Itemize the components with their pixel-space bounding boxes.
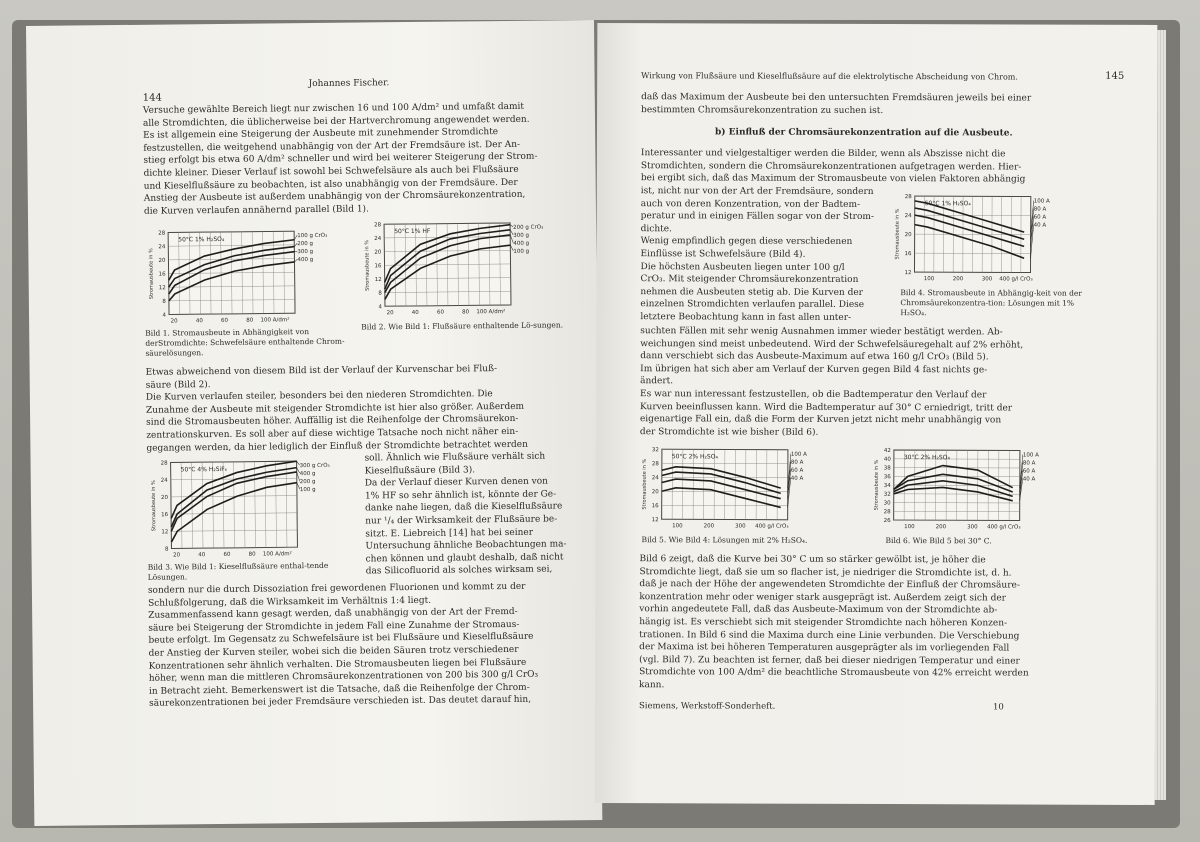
figure-caption: Bild 5. Wie Bild 4: Lösungen mit 2% H₂SO₄. [641,535,808,545]
y-tick-label: 36 [883,474,891,481]
x-tick-label: 400 g/l CrO₃ [755,523,789,530]
text-line: Bild 1. Stromausbeute in Abhängigkeit von der [145,327,310,348]
text-line: Stromdichte: Schwefelsäure enthaltende Chrom- [158,336,345,348]
legend-label: 400 g [297,257,314,264]
text-line: bestimmten Chromsäurekonzentration zu suchen ist. [641,104,884,116]
figure-caption [900,288,1090,319]
chart-title: 50°C 1% HF [394,227,431,236]
y-tick-label: 20 [160,494,168,502]
text-line: beute erfolgt. Im Gegensatz zu Schwefelsäure ist bei Flußsäure und Kieselflußsäure [148,632,534,647]
chart-bild6 [872,442,1082,537]
text-line: ändert. [640,376,674,387]
x-tick-label: 80 [248,551,256,558]
x-tick-label: 300 [967,524,978,531]
y-axis-label: Stromausbeute in % [364,240,371,291]
text-line: Zunahme der Ausbeute mit steigender Stromdichte ist hier also größer. Außerdem [145,401,525,416]
x-tick-label: 40 [198,552,206,559]
text-line: Es war nun interessant festzustellen, ob die Badtemperatur den Verlauf der [640,389,987,401]
x-tick-label: 400 g/l CrO₃ [987,524,1021,531]
text-line: zentrationskurven. Es soll aber auf diese wichtige Tatsache noch nicht näher ein- [146,426,519,441]
y-axis-label: Stromausbeute in % [641,458,648,510]
legend-label: 60 A [790,467,804,474]
y-tick-label: 28 [904,194,912,201]
legend-label: 300 g [297,249,314,256]
text-line: (vgl. Bild 7). Zu beachten ist ferner, daß bei dieser niedrigen Temperatur und einer [639,654,1020,667]
legend-label: 40 A [1033,222,1047,229]
text-line: alle Stromdichten, die üblicherweise bei der Hartverchromung angewendet werden. [142,114,530,129]
text-line: Versuche gewählte Bereich liegt nur zwischen 16 und 100 A/dm² und umfaßt damit [142,101,525,116]
figure-bild4 [892,188,1092,293]
x-tick-label: 60 [436,309,444,316]
text-line: weichungen sind meist unbedeutend. Wird der Schwefelsäuregehalt auf 2% erhöht, [640,338,1024,351]
y-axis-label: Stromausbeute in % [894,208,901,260]
legend-label: 80 A [1033,206,1047,213]
y-tick-label: 12 [904,270,912,277]
y-tick-label: 4 [378,304,382,311]
x-tick-label: 200 [935,524,947,531]
legend-label: 80 A [790,459,804,466]
figure-caption [145,326,365,358]
text-line: trationen. In Bild 6 sind die Maxima durch eine Linie verbunden. Die Verschiebung [639,629,1020,642]
text-line: Kurven beeinflussen kann. Wird die Badtemperatur auf 30° C erniedrigt, tritt der [640,401,1013,414]
y-tick-label: 28 [160,460,168,467]
text-line: sondern nur die durch Dissoziation frei gewordenen Fluorionen und kommt zu der [147,581,526,596]
text-line: letztere Beobachtung kann in fast allen unter- [640,312,852,323]
text-line: Stromdichte von 100 A/dm² die beachtliche Stromausbeute von 42% erreicht werden [639,667,1029,679]
running-head: Wirkung von Flußsäure und Kieselflußsäure auf die elektrolytische Abscheidung von Chrom. [641,71,1018,82]
y-tick-label: 24 [374,235,382,243]
paragraph [148,580,589,711]
y-tick-label: 16 [374,263,382,270]
y-tick-label: 8 [378,290,382,297]
x-tick-label: 100 [904,524,915,531]
text-line: chen können und glaubt deshalb, daß nicht [365,552,564,565]
text-line: Im übrigen hat sich aber am Verlauf der Kurven gegen Bild 4 fast nichts ge- [640,363,988,376]
x-tick-label: 400 g/l CrO₃ [999,276,1033,283]
text-line: Kieselflußsäure (Bild 3). [364,464,476,477]
x-tick-label: 80 [462,309,470,316]
y-tick-label: 34 [883,483,891,490]
legend-label: 100 A [1022,452,1039,459]
y-tick-label: 24 [158,244,166,251]
x-tick-label: 200 [703,523,715,530]
x-tick-label: 60 [221,317,229,324]
chart-bild1 [146,223,357,331]
chart-title: 50°C 1% H₂SO₄ [924,200,971,208]
y-tick-label: 28 [651,461,659,468]
y-tick-label: 20 [374,249,382,256]
text-line: nur ¹/₄ der Wirksamkeit der Flußsäure be- [365,514,558,527]
chart-title: 50°C 2% H₂SO₄ [671,453,718,461]
legend-label: 100 g CrO₃ [297,232,328,240]
y-axis-label: Stromausbeute in % [873,459,880,511]
text-line: Wenig empfindlich gegen diese verschiedenen [640,236,853,248]
text-line: soll. Ähnlich wie Flußsäure verhält sich [364,451,546,464]
y-tick-label: 20 [904,232,912,239]
text-line: Es ist allgemein eine Steigerung der Ausbeute mit zunehmender Stromdichte [143,127,499,141]
y-tick-label: 42 [883,448,891,455]
text-line: das Silicofluorid als solches wirksam sei, [365,564,553,577]
chart-bild3 [148,453,359,565]
left-page [26,20,602,826]
text-line: daß je nach der Höhe der angewendeten Stromdichte der Einfluß der Chromsäure- [639,579,1020,591]
x-tick-label: 100 A/dm² [262,551,292,558]
text-line: Konzentrationen sehr ähnlich verhalten. Die Stromausbeuten liegen bei Flußsäure [148,657,527,672]
text-line: nehmen die Ausbeuten stetig ab. Die Kurven der [640,286,864,298]
text-line: Interessanter und vielgestaltiger werden die Bilder, wenn als Abszisse nicht die [640,148,1006,160]
paragraph [641,147,1101,186]
text-line: auch von deren Konzentration, von der Badtem- [640,198,861,210]
text-line: konzentration mehr oder weniger stark ausgeprägt ist. Außerdem zeigt sich der [639,591,1006,604]
text-line: eigenartige Fall ein, daß die Form der Kurven jetzt nicht mehr unabhängig von [639,414,1002,426]
text-line: Etwas abweichend von diesem Bild ist der Verlauf der Kurvenschar bei Fluß- [145,364,498,378]
paragraph [146,362,587,455]
legend-label: 300 g CrO₃ [299,462,330,470]
legend-label: 100 g [513,248,530,255]
y-tick-label: 12 [161,529,169,536]
text-line: Stromdichten, sondern die Chromsäurekonzentrationen aufgetragen werden. Hier- [640,160,1022,173]
x-tick-label: 100 [923,276,935,283]
y-tick-label: 8 [162,298,166,305]
paragraph [364,450,587,578]
y-tick-label: 26 [883,518,891,525]
y-tick-label: 8 [164,546,169,553]
figure-bild3 [148,453,359,569]
x-tick-label: 40 [411,309,419,316]
y-axis-label: Stromausbeute in % [150,480,158,532]
legend-label: 200 g CrO₃ [513,224,544,231]
text-line: daß das Maximum der Ausbeute bei den untersuchten Fremdsäuren jeweils bei einer [641,92,1032,104]
text-line: Stromdichte liegt, daß sie um so flacher ist, je niedriger die Stromdichte ist, d. h. [639,566,1012,579]
text-line: Schlußfolgerung, daß die Wirksamkeit im Verhältnis 1:4 liegt. [148,595,432,609]
text-line: in Betracht zieht. Bemerkenswert ist die Tatsache, daß die Reihenfolge der Chrom- [148,682,530,697]
text-line: sind die Stromausbeuten höher. Auffällig ist die Reihenfolge der Chromsäurekon- [146,414,519,429]
section-title: b) Einfluß der Chromsäurekonzentration auf die Ausbeute. [714,127,1013,139]
text-line: stieg erfolgt bis etwa 60 A/dm² schneller und wird bei weiterer Steigerung der Strom- [143,152,538,167]
x-tick-label: 100 [672,523,683,530]
y-tick-label: 38 [883,465,891,472]
x-tick-label: 20 [386,310,394,317]
paragraph [143,100,584,218]
y-tick-label: 28 [883,509,891,516]
text-line: vorhin angedeutete Fall, daß das Ausbeute-Maximum von der Stromdichte ab- [639,604,998,616]
legend-label: 40 A [1022,476,1036,483]
chart-bild4 [892,188,1092,289]
text-line: säure bei Steigerung der Stromdichte in jedem Fall eine Zunahme der Stromaus- [148,619,520,634]
text-line: dichte kleiner. Dieser Verlauf ist sowohl bei Schwefelsäure als auch bei Flußsäure [143,164,519,179]
legend-label: 400 g [299,470,316,478]
figure-caption [361,320,581,332]
text-line: keit von der Chromsäurekonzentra- [900,288,1082,308]
text-line: tende Lösungen. [147,560,329,582]
legend-label: 100 g [299,486,316,494]
text-line: Untersuchung ähnliche Beobachtungen ma- [365,539,567,552]
legend-label: 100 A [790,451,807,458]
y-tick-label: 20 [651,489,659,496]
text-line: hängig ist. Es verschiebt sich mit steigender Stromdichte nach höheren Konzen- [639,617,1008,629]
y-tick-label: 32 [651,447,659,454]
text-line: der Maxima ist bei höheren Temperaturen ausgeprägter als im vorliegenden Fall [639,642,1010,654]
text-line: sungen. [533,320,564,330]
chart-title: 30°C 2% H₂SO₄ [903,454,950,462]
legend-label: 300 g [513,232,530,239]
text-line: Bild 4. Stromausbeute in Abhängig- [900,288,1037,298]
y-tick-label: 28 [158,230,166,237]
running-head: Johannes Fischer. [308,78,390,90]
x-tick-label: 100 A/dm² [260,317,290,324]
x-tick-label: 100 A/dm² [476,308,506,316]
y-tick-label: 16 [904,251,912,258]
text-line: tion: Lösungen mit 1% H₂SO₄. [900,298,1075,318]
figure-bild1 [146,223,357,335]
y-tick-label: 28 [374,222,382,229]
figure-bild5 [640,441,850,540]
text-line: festzustellen, die weitgehend unabhängig von der Art der Fremdsäure ist. Der An- [143,139,521,154]
y-tick-label: 40 [883,456,891,463]
x-tick-label: 40 [195,318,203,325]
footer-left: Siemens, Werkstoff-Sonderheft. [638,701,776,712]
text-line: und Kieselflußsäure zu beobachten, ist also unabhängig von der Fremdsäure. Der [143,177,518,192]
y-tick-label: 12 [651,517,659,524]
text-line: höher, wenn man die mittleren Chromsäurekonzentrationen von 200 bis 300 g/l CrO₃ [148,669,539,684]
text-line: der Stromdichte ist wie bisher (Bild 6). [639,426,819,438]
text-line: 1% HF so sehr ähnlich ist, könnte der Ge- [364,489,557,502]
text-line: dann verschiebt sich das Ausbeute-Maximum auf etwa 160 g/l CrO₃ (Bild 5). [640,351,989,363]
y-tick-label: 30 [883,500,891,507]
text-line: Einflüsse ist Schwefelsäure (Bild 4). [640,249,806,260]
x-tick-label: 200 [952,276,964,283]
page-number: 145 [1105,70,1125,82]
figure-caption: Bild 6. Wie Bild 5 bei 30° C. [885,536,992,546]
text-line: Bild 6 zeigt, daß die Kurve bei 30° C um so stärker gewölbt ist, je höher die [639,554,986,566]
text-line: CrO₃. Mit steigender Chromsäurekonzentration [640,274,859,286]
y-tick-label: 24 [651,475,659,482]
text-line: peratur und in einigen Fällen sogar von der Strom- [640,211,874,223]
paragraph [640,185,890,324]
text-line: einzelnen Stromdichten verlaufen parallel. Diese [640,299,865,311]
text-line: Die höchsten Ausbeuten liegen unter 100 g/l [640,261,845,273]
x-tick-label: 60 [223,551,231,558]
paragraph [640,325,1100,440]
text-line: gegangen werden, da hier lediglich der Einfluß der Stromdichte betrachtet werden [146,439,528,454]
text-line: die Kurven verlaufen annähernd parallel (Bild 1). [143,204,369,217]
text-line: Da der Verlauf dieser Kurven denen von [364,476,549,489]
x-tick-label: 20 [173,552,181,559]
legend-label: 60 A [1022,468,1036,475]
text-line: säurelösungen. [145,348,204,358]
text-line: dichte. [640,223,672,235]
x-tick-label: 300 [981,276,993,283]
x-tick-label: 20 [170,318,178,325]
text-line: ist, nicht nur von der Art der Fremdsäure, sondern [640,186,874,197]
text-line: säurekonzentrationen bei jeder Fremdsäure verschieden ist. Das deutet darauf hin, [149,695,532,710]
legend-label: 200 g [297,241,314,248]
legend-label: 200 g [299,478,316,486]
y-tick-label: 12 [374,276,382,284]
y-tick-label: 16 [161,512,169,519]
figure-caption [148,561,358,583]
y-tick-label: 16 [158,271,166,278]
legend-label: 60 A [1033,214,1047,221]
legend-label: 100 A [1033,198,1050,205]
paragraph [641,91,1101,118]
text-line: bei ergibt sich, daß das Maximum der Stromausbeute von vielen Faktoren abhängig [640,173,1026,185]
y-tick-label: 4 [162,312,167,319]
text-line: der Anstieg der Kurven steiler, wobei sich die beiden Säuren trotz verschiedener [148,644,519,659]
paragraph [639,553,1099,693]
x-tick-label: 300 [735,523,746,530]
chart-title: 50°C 1% H₂SO₄ [178,235,225,244]
footer-right: 10 [992,702,1004,713]
text-line: Bild 2. Wie Bild 1: Flußsäure enthaltende Lö- [361,320,534,332]
text-line: säure (Bild 2). [145,379,211,391]
chart-title: 50°C 4% H₂SiF₆ [180,465,228,474]
y-tick-label: 16 [651,503,659,510]
text-line: sitzt. E. Liebreich [14] hat bei seiner [365,527,534,540]
legend-label: 400 g [513,240,530,247]
y-tick-label: 24 [904,213,912,220]
text-line: Bild 3. Wie Bild 1: Kieselflußsäure enthal- [147,561,307,572]
figure-bild6 [872,442,1082,541]
chart-bild2 [362,214,573,322]
text-line: kann. [639,680,665,691]
text-line: danke nahe liegen, daß die Kieselflußsäure [365,501,563,514]
y-tick-label: 12 [158,285,166,292]
chart-bild5 [640,441,850,536]
text-line: Zusammenfassend kann gesagt werden, daß unabhängig von der Art der Fremd- [148,607,518,621]
legend-label: 80 A [1022,460,1036,467]
page-number: 144 [142,92,162,104]
y-axis-label: Stromausbeute in % [148,248,155,300]
x-tick-label: 80 [246,317,254,324]
text-line: suchten Fällen mit sehr wenig Ausnahmen immer wieder bestätigt werden. Ab- [640,326,1003,338]
right-page [595,23,1158,805]
y-tick-label: 24 [160,477,168,484]
legend-label: 40 A [790,475,804,482]
figure-bild2 [362,214,573,326]
y-tick-label: 32 [883,491,891,498]
text-line: Die Kurven verlaufen steiler, besonders bei den niederen Stromdichten. Die [145,389,493,403]
y-tick-label: 20 [158,257,166,264]
text-line: Anstieg der Ausbeute ist außerdem unabhängig von der Chromsäurekonzentration, [143,189,526,204]
